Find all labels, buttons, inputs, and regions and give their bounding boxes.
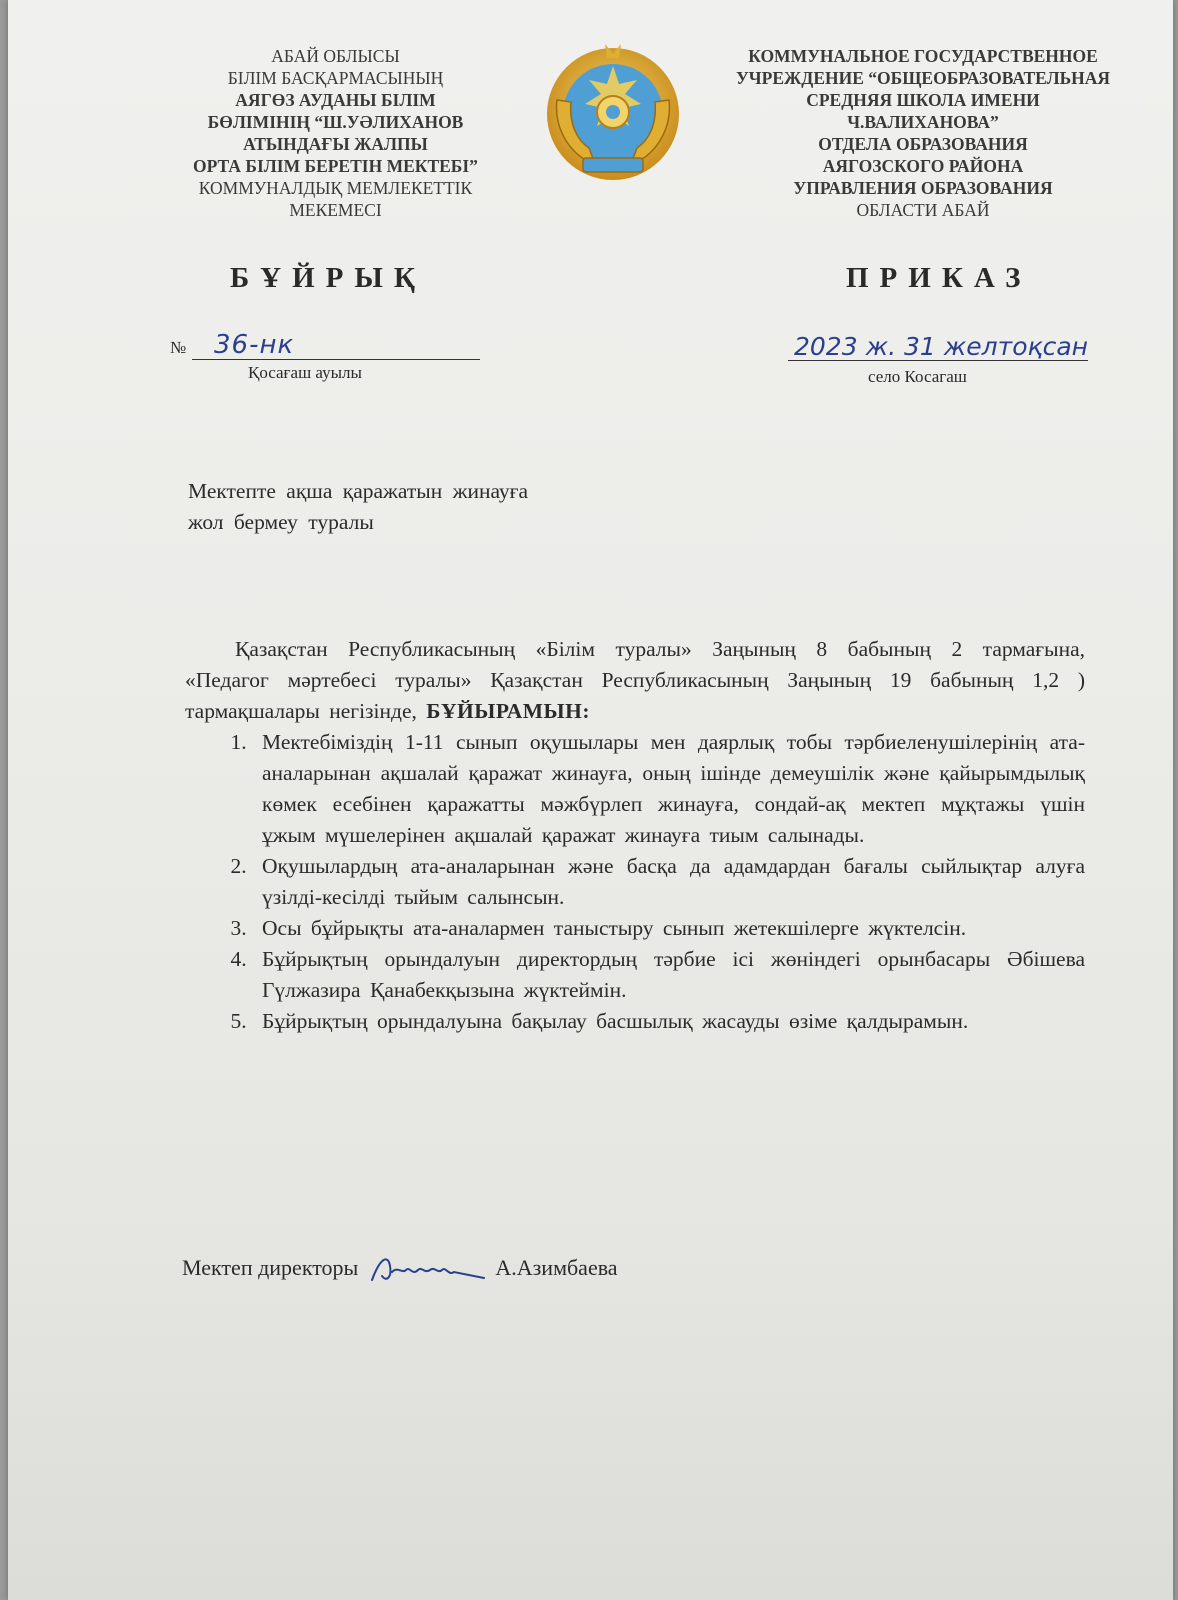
signer-name: А.Азимбаева bbox=[495, 1255, 618, 1281]
doc-type-russian: ПРИКАЗ bbox=[846, 262, 1032, 294]
handwritten-signature-icon bbox=[368, 1252, 486, 1288]
header-ru-line: УПРАВЛЕНИЯ ОБРАЗОВАНИЯ bbox=[793, 178, 1053, 198]
header-russian bbox=[708, 45, 1138, 221]
order-subject bbox=[188, 476, 648, 538]
subject-line: Мектепте ақша қаражатын жинауға bbox=[188, 479, 529, 503]
order-item: 4. Бұйрықтың орындалуын директордың тәрбие ісі жөніндегі орынбасары Әбішева Гүлжазира Қанабекқызына жүктеймін. bbox=[256, 944, 1085, 1006]
header-ru-line: ОТДЕЛА ОБРАЗОВАНИЯ bbox=[818, 134, 1028, 154]
order-item: 1. Мектебіміздің 1-11 сынып оқушылары мен даярлық тобы тәрбиеленушілерінің ата-аналарынан ақшалай қаражат жинауға, оның ішінде демеушілік және қайырымдылық көмек есебінен қаражатты мәжбүрлеп жинауға, сондай-ақ мектеп мұқтажы үшін ұжым мүшелерінен ақшалай қаражат жинауға тиым салынады. bbox=[256, 727, 1085, 851]
signature-block bbox=[182, 1252, 618, 1288]
body-intro bbox=[185, 634, 1085, 727]
header-ru-line: СРЕДНЯЯ ШКОЛА ИМЕНИ bbox=[806, 90, 1040, 110]
header-kazakh bbox=[163, 45, 508, 221]
header-kz-line: КОММУНАЛДЫҚ МЕМЛЕКЕТТІК bbox=[198, 178, 473, 198]
directive-word: БҰЙЫРАМЫН: bbox=[426, 699, 591, 723]
header-ru-line: КОММУНАЛЬНОЕ ГОСУДАРСТВЕННОЕ bbox=[748, 46, 1098, 66]
order-item: 3. Осы бұйрықты ата-аналармен таныстыру сынып жетекшілерге жүктелсін. bbox=[256, 913, 1085, 944]
order-date bbox=[788, 330, 1088, 364]
header-ru-line: УЧРЕЖДЕНИЕ “ОБЩЕОБРАЗОВАТЕЛЬНАЯ bbox=[735, 68, 1111, 88]
header-ru-line: ОБЛАСТИ АБАЙ bbox=[856, 200, 990, 220]
state-emblem-icon bbox=[543, 40, 683, 188]
intro-text: Қазақстан Республикасының «Білім туралы» Заңының 8 бабының 2 тармағына, «Педагог мәртебесі туралы» Қазақстан Республикасының Заңының 19 бабының 1,2 ) тармақшалары негізінде, bbox=[185, 637, 1085, 723]
header-kz-line: БӨЛІМІНІҢ “Ш.УӘЛИХАНОВ bbox=[207, 112, 464, 132]
header-kz-line: АТЫНДАҒЫ ЖАЛПЫ bbox=[243, 134, 428, 154]
signer-title: Мектеп директоры bbox=[182, 1255, 359, 1281]
number-sign: № bbox=[170, 338, 187, 357]
header-kz-line: МЕКЕМЕСІ bbox=[289, 200, 382, 220]
doc-type-kazakh: БҰЙРЫҚ bbox=[230, 262, 426, 294]
date-underline bbox=[788, 360, 1088, 361]
header-kz-line: АБАЙ ОБЛЫСЫ bbox=[271, 46, 400, 66]
header-ru-line: Ч.ВАЛИХАНОВА” bbox=[847, 112, 999, 132]
order-date-value: 2023 ж. 31 желтоқсан bbox=[794, 332, 1088, 361]
header-kz-line: БІЛІМ БАСҚАРМАСЫНЫҢ bbox=[227, 68, 444, 88]
order-number-value: 36-нк bbox=[214, 330, 295, 360]
place-kazakh: Қосағаш ауылы bbox=[248, 363, 362, 382]
document-page bbox=[8, 0, 1173, 1600]
order-item: 2. Оқушылардың ата-аналарынан және басқа да адамдардан бағалы сыйлықтар алуға үзілді-кесілді тыйым салынсын. bbox=[256, 851, 1085, 913]
subject-line: жол бермеу туралы bbox=[188, 510, 374, 534]
order-items-list bbox=[185, 727, 1085, 1037]
place-russian: село Косагаш bbox=[868, 367, 967, 386]
header-kz-line: АЯГӨЗ АУДАНЫ БІЛІМ bbox=[235, 90, 436, 110]
order-item: 5. Бұйрықтың орындалуына бақылау басшылық жасауды өзіме қалдырамын. bbox=[256, 1006, 1085, 1037]
order-number bbox=[170, 330, 480, 360]
header-ru-line: АЯГОЗСКОГО РАЙОНА bbox=[822, 156, 1024, 176]
header-kz-line: ОРТА БІЛІМ БЕРЕТІН МЕКТЕБІ” bbox=[193, 156, 478, 176]
order-body bbox=[185, 634, 1085, 1037]
